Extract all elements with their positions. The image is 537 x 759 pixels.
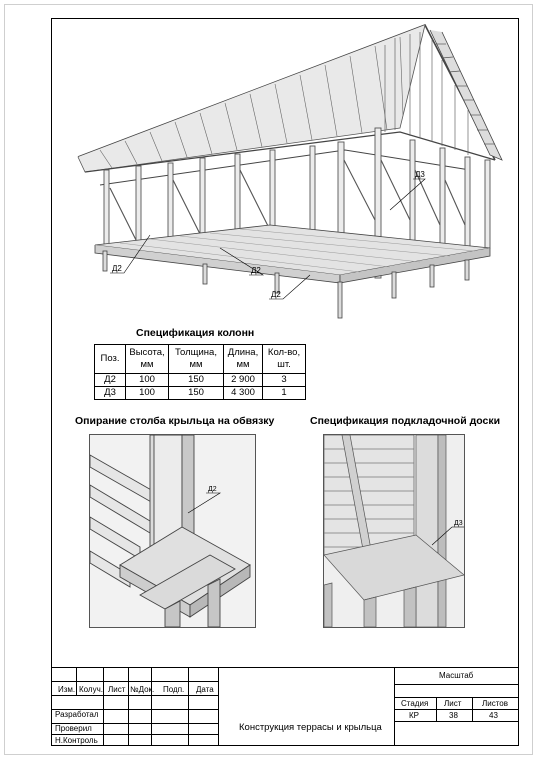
detail-right-view	[323, 434, 465, 628]
table-cell: 150	[169, 387, 224, 400]
support-board-drawing	[324, 435, 464, 627]
tb-role-developer: Разработал	[55, 710, 99, 719]
column-header: Толщина, мм	[169, 345, 224, 374]
table-cell: 3	[263, 374, 306, 387]
tb-sheet-label: Лист	[444, 699, 462, 708]
tb-role-norm-control: Н.Контроль	[55, 736, 98, 745]
roof-rafters	[78, 25, 502, 172]
tb-sheets-label: Листов	[482, 699, 508, 708]
callout-label: Д2	[112, 264, 122, 273]
column-header: Длина, мм	[224, 345, 263, 374]
callout-label: Д2	[271, 290, 281, 299]
table-cell: 4 300	[224, 387, 263, 400]
detail-right-label: Д3	[454, 520, 463, 527]
table-row	[95, 387, 306, 400]
title-block	[51, 667, 519, 746]
tb-stage-label: Стадия	[401, 699, 429, 708]
tb-col-header: №Док.	[130, 685, 155, 694]
column-header: Высота, мм	[126, 345, 169, 374]
columns-spec-title: Спецификация колонн	[136, 327, 255, 339]
detail-left-label: Д2	[208, 486, 217, 493]
callout-label: Д3	[415, 170, 425, 179]
columns-spec-table	[94, 344, 306, 400]
table-cell: 100	[126, 387, 169, 400]
tb-col-header: Колуч.	[79, 685, 103, 694]
callout-label: Д2	[251, 266, 261, 275]
tb-stage-value: КР	[409, 711, 419, 720]
column-header: Поз.	[95, 345, 126, 374]
tb-sheet-value: 38	[449, 711, 458, 720]
tb-col-header: Изм.	[58, 685, 76, 694]
tb-sheets-value: 43	[489, 711, 498, 720]
detail-left-title: Опирание столба крыльца на обвязку	[75, 415, 275, 427]
table-cell: Д2	[95, 374, 126, 387]
table-row	[95, 374, 306, 387]
table-header-row	[95, 345, 306, 374]
table-cell: 150	[169, 374, 224, 387]
post-support-drawing	[90, 435, 255, 627]
tb-col-header: Дата	[196, 685, 214, 694]
drawing-title: Конструкция террасы и крыльца	[239, 722, 382, 733]
table-cell: Д3	[95, 387, 126, 400]
detail-left-view	[89, 434, 256, 628]
tb-role-checker: Проверил	[55, 724, 92, 733]
table-cell: 100	[126, 374, 169, 387]
table-cell: 2 900	[224, 374, 263, 387]
table-cell: 1	[263, 387, 306, 400]
detail-right-title: Спецификация подкладочной доски	[310, 415, 501, 427]
tb-col-header: Лист	[108, 685, 126, 694]
tb-scale-label: Масштаб	[439, 671, 474, 680]
house-frame-drawing	[70, 20, 510, 325]
tb-col-header: Подп.	[163, 685, 185, 694]
column-header: Кол-во, шт.	[263, 345, 306, 374]
